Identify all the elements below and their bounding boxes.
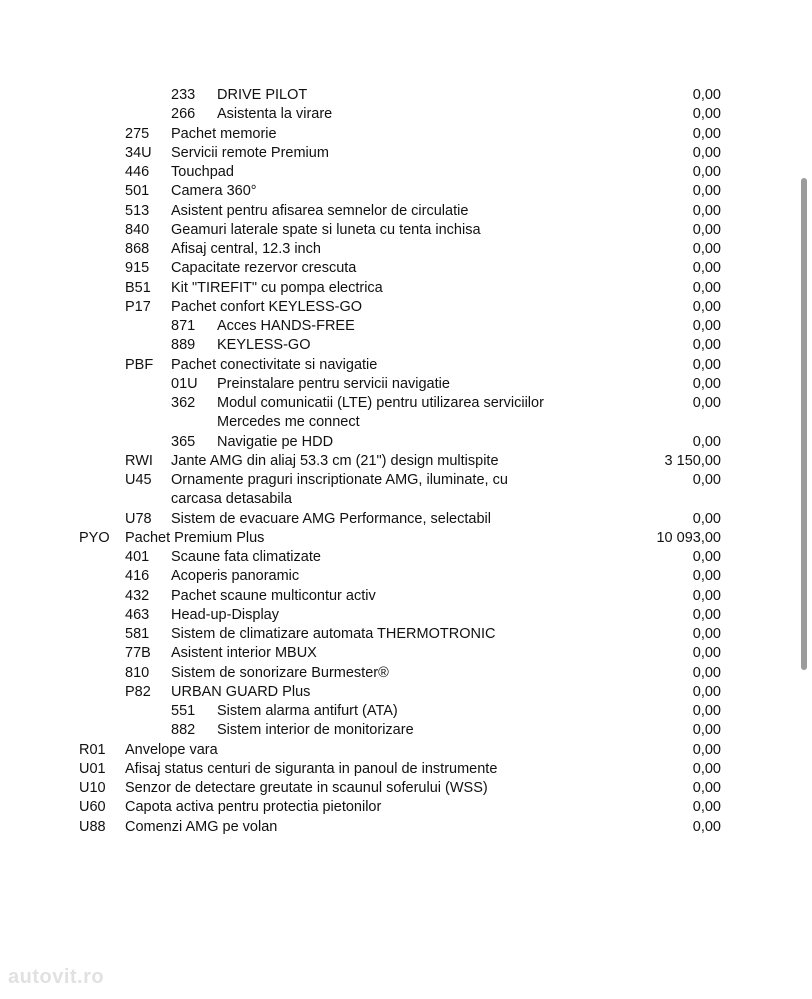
option-price: 0,00 xyxy=(692,645,721,662)
option-description: Pachet Premium Plus xyxy=(125,529,265,546)
watermark-logo: autovit.ro xyxy=(8,966,105,988)
option-code: B51 xyxy=(125,279,151,296)
option-description: Asistent interior MBUX xyxy=(171,645,317,662)
option-description: KEYLESS-GO xyxy=(217,337,311,354)
option-price: 0,00 xyxy=(692,722,721,739)
option-code: 416 xyxy=(125,568,150,585)
option-code: PBF xyxy=(125,356,154,373)
option-code: 840 xyxy=(125,221,150,238)
option-description: DRIVE PILOT xyxy=(217,87,308,103)
option-code: U78 xyxy=(125,510,152,527)
option-description: Pachet conectivitate si navigatie xyxy=(171,356,378,373)
option-price: 0,00 xyxy=(692,395,721,411)
option-price: 0,00 xyxy=(692,510,721,527)
option-price: 0,00 xyxy=(692,144,721,161)
option-code: U60 xyxy=(79,799,106,816)
option-code: 77B xyxy=(125,645,151,662)
option-description: Preinstalare pentru servicii navigatie xyxy=(217,375,450,392)
option-price: 0,00 xyxy=(692,164,721,180)
option-description: Acoperis panoramic xyxy=(171,568,300,585)
option-description: Geamuri laterale spate si luneta cu tenta inchisa xyxy=(171,221,481,238)
option-code: RWI xyxy=(125,452,153,469)
option-code: 34U xyxy=(125,144,152,161)
option-price: 0,00 xyxy=(692,241,721,257)
option-code: 513 xyxy=(125,202,150,219)
option-price: 3 150,00 xyxy=(664,452,721,469)
option-description: Acces HANDS-FREE xyxy=(217,318,355,334)
option-price: 0,00 xyxy=(692,87,721,103)
option-code: 889 xyxy=(171,337,196,354)
option-code: 01U xyxy=(171,375,198,392)
table-row xyxy=(0,471,812,509)
option-code: 882 xyxy=(171,722,196,739)
option-code: 915 xyxy=(125,260,150,277)
option-description: Sistem de evacuare AMG Performance, selectabil xyxy=(171,510,491,527)
option-code: P17 xyxy=(125,298,151,315)
option-price: 0,00 xyxy=(692,780,721,796)
option-code: P82 xyxy=(125,683,151,700)
option-price: 0,00 xyxy=(692,549,721,565)
option-price: 0,00 xyxy=(692,799,721,816)
option-price: 0,00 xyxy=(692,337,721,354)
option-price: 0,00 xyxy=(692,626,721,642)
option-description: Servicii remote Premium xyxy=(171,144,329,161)
option-description: Touchpad xyxy=(171,164,234,180)
option-description: Sistem interior de monitorizare xyxy=(217,722,414,739)
option-price: 0,00 xyxy=(692,279,721,296)
option-price: 0,00 xyxy=(692,221,721,238)
option-code: 432 xyxy=(125,587,150,604)
option-description: Sistem alarma antifurt (ATA) xyxy=(217,703,398,719)
option-price: 0,00 xyxy=(692,741,721,758)
option-price: 0,00 xyxy=(692,606,721,623)
option-description: Camera 360° xyxy=(171,183,257,200)
option-code: R01 xyxy=(79,741,106,758)
option-code: 401 xyxy=(125,549,150,565)
option-price: 0,00 xyxy=(692,260,721,277)
option-price: 0,00 xyxy=(692,375,721,392)
option-description: Head-up-Display xyxy=(171,606,279,623)
option-price: 0,00 xyxy=(692,202,721,219)
option-code: 501 xyxy=(125,183,150,200)
option-description: Pachet scaune multicontur activ xyxy=(171,587,376,604)
option-description: Anvelope vara xyxy=(125,741,218,758)
option-price: 0,00 xyxy=(692,472,721,488)
option-price: 0,00 xyxy=(692,106,721,123)
option-code: 362 xyxy=(171,395,196,411)
option-price: 0,00 xyxy=(692,125,721,142)
option-description: URBAN GUARD Plus xyxy=(171,683,311,700)
option-price: 0,00 xyxy=(692,703,721,719)
option-description: Asistent pentru afisarea semnelor de circulatie xyxy=(171,202,469,219)
option-price: 0,00 xyxy=(692,818,721,835)
option-code: U88 xyxy=(79,818,106,835)
option-code: 365 xyxy=(171,433,196,450)
option-description: Capacitate rezervor crescuta xyxy=(171,260,357,277)
option-price: 0,00 xyxy=(692,664,721,681)
option-description: Navigatie pe HDD xyxy=(217,433,334,450)
option-description: Capota activa pentru protectia pietonilor xyxy=(125,799,382,816)
option-price: 0,00 xyxy=(692,183,721,200)
option-price: 0,00 xyxy=(692,298,721,315)
option-description: Pachet memorie xyxy=(171,125,277,142)
option-description: Comenzi AMG pe volan xyxy=(125,818,278,835)
table-row xyxy=(0,394,812,432)
option-code: 266 xyxy=(171,106,196,123)
option-code: U10 xyxy=(79,780,106,796)
scrollbar-thumb[interactable] xyxy=(801,178,807,670)
option-description: Sistem de sonorizare Burmester® xyxy=(171,664,389,681)
option-description: Senzor de detectare greutate in scaunul soferului (WSS) xyxy=(125,780,488,796)
option-description: Jante AMG din aliaj 53.3 cm (21") design multispite xyxy=(171,452,499,469)
option-code: 581 xyxy=(125,626,150,642)
option-price: 0,00 xyxy=(692,433,721,450)
option-description: Sistem de climatizare automata THERMOTRONIC xyxy=(171,626,496,642)
option-price: 0,00 xyxy=(692,587,721,604)
option-price: 0,00 xyxy=(692,683,721,700)
option-description: Scaune fata climatizate xyxy=(171,549,321,565)
option-price: 0,00 xyxy=(692,318,721,334)
option-description: Pachet confort KEYLESS-GO xyxy=(171,298,363,315)
option-code: 871 xyxy=(171,318,196,334)
option-description: Modul comunicatii (LTE) pentru utilizarea serviciilor Mercedes me connect xyxy=(217,395,544,430)
option-description: Afisaj central, 12.3 inch xyxy=(171,241,321,257)
option-code: 551 xyxy=(171,703,196,719)
option-code: 233 xyxy=(171,87,196,103)
option-code: U01 xyxy=(79,760,106,777)
option-description: Asistenta la virare xyxy=(217,106,333,123)
option-price: 0,00 xyxy=(692,760,721,777)
option-description: Kit "TIREFIT" cu pompa electrica xyxy=(171,279,383,296)
option-description: Ornamente praguri inscriptionate AMG, iluminate, cu carcasa detasabila xyxy=(171,472,508,507)
option-code: 810 xyxy=(125,664,150,681)
option-code: 463 xyxy=(125,606,150,623)
option-price: 0,00 xyxy=(692,568,721,585)
option-price: 10 093,00 xyxy=(656,529,721,546)
option-price: 0,00 xyxy=(692,356,721,373)
option-code: 868 xyxy=(125,241,150,257)
option-code: 275 xyxy=(125,125,150,142)
option-code: 446 xyxy=(125,164,150,180)
option-description: Afisaj status centuri de siguranta in panoul de instrumente xyxy=(125,760,498,777)
option-code: PYO xyxy=(79,529,110,546)
option-code: U45 xyxy=(125,472,152,488)
